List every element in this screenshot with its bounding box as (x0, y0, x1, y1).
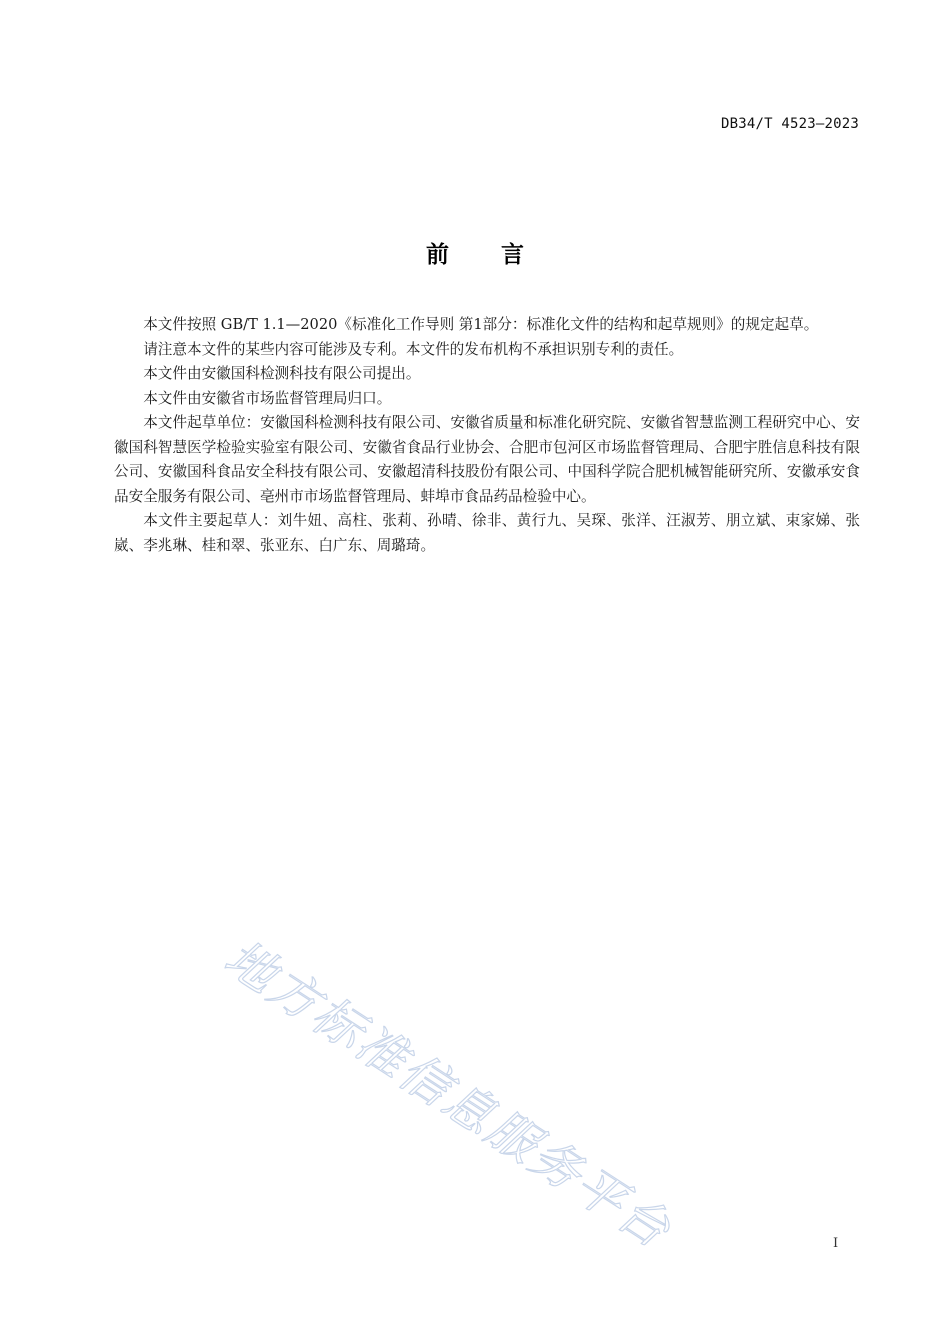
paragraph-proposer: 本文件由安徽国科检测科技有限公司提出。 (143, 365, 421, 382)
page-number: I (833, 1236, 839, 1251)
foreword-body (114, 313, 860, 558)
paragraph-drafting-rules: 本文件按照 GB/T 1.1—2020《标准化工作导则 第1部分：标准化文件的结构和起草规则》的规定起草。 (143, 316, 819, 333)
paragraph-administrator: 本文件由安徽省市场监督管理局归口。 (143, 389, 392, 407)
watermark: 地方标准信息服务平台 (214, 929, 682, 1261)
standard-code: DB34/T 4523—2023 (720, 116, 859, 132)
page-title: 前言 (426, 242, 576, 268)
paragraph-patent-notice: 请注意本文件的某些内容可能涉及专利。本文件的发布机构不承担识别专利的责任。 (143, 340, 684, 358)
paragraph-drafting-units: 本文件起草单位：安徽国科检测科技有限公司、安徽省质量和标准化研究院、安徽省智慧监测工程研究中心、安徽国科智慧医学检验实验室有限公司、安徽省食品行业协会、合肥市包河区市场监督管理局、合肥宇胜信息科技有限公司、安徽国科食品安全科技有限公司、安徽超清科技股份有限公司、中国科学院合肥机械智能研究所、安徽承安食品安全服务有限公司、亳州市市场监督管理局、蚌埠市食品药品检验中心。 (114, 414, 860, 505)
paragraph-drafters: 本文件主要起草人：刘牛妞、高柱、张莉、孙晴、徐非、黄行九、吴琛、张洋、汪淑芳、朋立斌、束家娣、张崴、李兆琳、桂和翠、张亚东、白广东、周璐琦。 (114, 512, 860, 554)
